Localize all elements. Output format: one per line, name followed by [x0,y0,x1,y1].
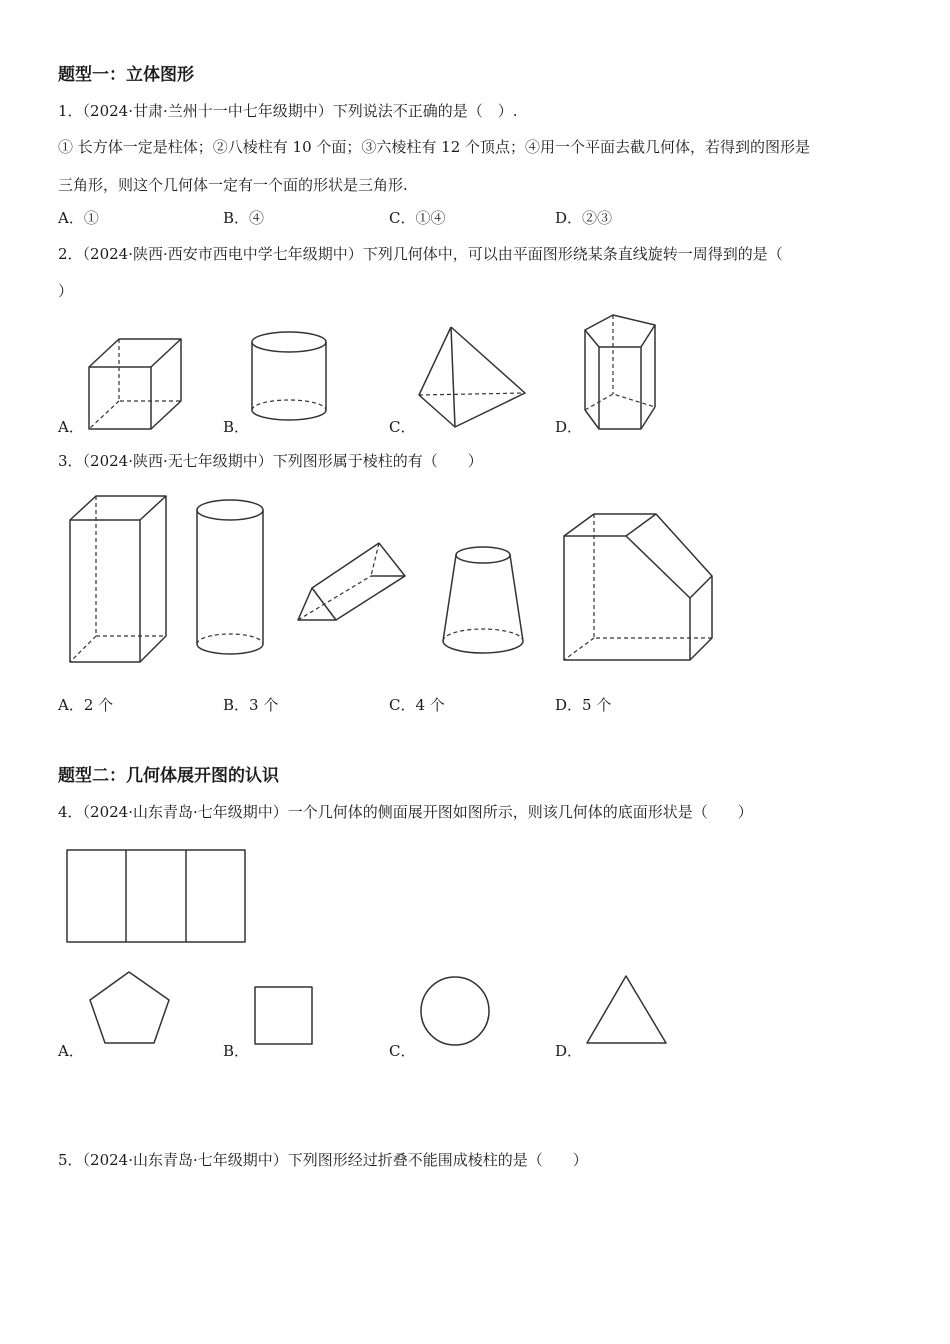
q4-stem: 4．（2024·山东青岛·七年级期中）一个几何体的侧面展开图如图所示，则该几何体的底面形状是（ ） [58,803,753,821]
triangle-icon [585,973,669,1047]
section-heading-solids: 题型一：立体图形 [58,65,194,85]
q3-option-c[interactable]: C．4 个 [389,696,445,714]
cylinder-icon [250,330,332,422]
q4-option-b[interactable]: B． [223,1042,250,1060]
q1-statement-line2: 三角形，则这个几何体一定有一个面的形状是三角形. [58,176,408,194]
q1-statement-line1: ① 长方体一定是柱体；②八棱柱有 10 个面；③六棱柱有 12 个顶点；④用一个平面去截几何体，若得到的图形是 [58,138,811,156]
q1-stem: 1．（2024·甘肃·兰州十一中七年级期中）下列说法不正确的是（ ）. [58,102,518,120]
frustum-icon [440,545,526,661]
tetrahedron-icon [415,325,530,430]
q1-option-c[interactable]: C．①④ [389,209,446,227]
section-heading-nets: 题型二：几何体展开图的认识 [58,766,279,786]
q1-option-a[interactable]: A．① [58,209,99,227]
triangular-prism-icon [295,540,409,624]
q4-option-d[interactable]: D． [555,1042,583,1060]
q4-option-c[interactable]: C． [389,1042,416,1060]
square-icon [253,985,315,1047]
pentagonal-prism-icon [583,312,659,432]
beveled-prism-icon [560,510,718,664]
q1-option-b[interactable]: B．④ [223,209,265,227]
q3-stem: 3．（2024·陕西·无七年级期中）下列图形属于棱柱的有（ ） [58,452,483,470]
q3-option-a[interactable]: A．2 个 [58,696,114,714]
rectangular-prism-icon [68,494,170,666]
three-rectangle-net-icon [65,848,247,944]
circle-icon [418,974,492,1048]
q2-option-b[interactable]: B． [223,418,250,436]
cube-icon [85,335,185,430]
q3-option-d[interactable]: D．5 个 [555,696,612,714]
cylinder-icon [194,498,268,660]
q1-option-d[interactable]: D．②③ [555,209,613,227]
q2-stem: 2．（2024·陕西·西安市西电中学七年级期中）下列几何体中，可以由平面图形绕某条直线旋转一周得到的是（ [58,245,783,263]
q4-option-a[interactable]: A． [58,1042,84,1060]
q5-stem: 5．（2024·山东青岛·七年级期中）下列图形经过折叠不能围成棱柱的是（ ） [58,1151,588,1169]
q3-option-b[interactable]: B．3 个 [223,696,279,714]
pentagon-icon [88,969,172,1047]
q2-option-d[interactable]: D． [555,418,583,436]
q2-stem-close: ） [58,282,74,300]
q2-option-a[interactable]: A． [58,418,84,436]
q2-option-c[interactable]: C． [389,418,416,436]
